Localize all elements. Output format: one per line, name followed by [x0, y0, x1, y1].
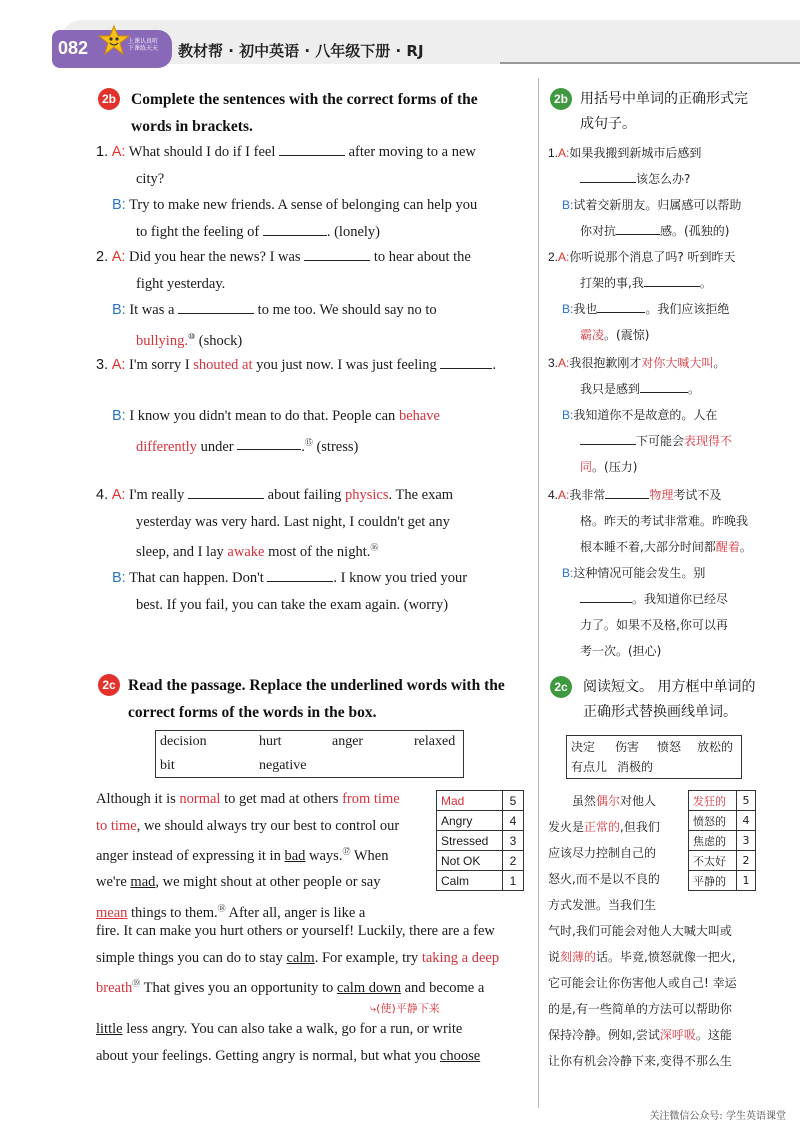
mood-score: 2 — [737, 851, 756, 871]
speaker-a: A: — [111, 249, 126, 265]
sentence-text: 。 — [713, 356, 726, 370]
mood-label: Stressed — [437, 831, 503, 851]
highlighted-phrase: 正常的 — [584, 820, 621, 834]
passage-text: we're — [96, 874, 127, 891]
sentence-text: city? — [136, 170, 165, 187]
sentence-text: 这种情况可能会发生。别 — [573, 566, 706, 580]
sentence-text: It was a — [129, 302, 175, 318]
sentence-text: 我只是感到 — [580, 382, 641, 396]
mood-label: Not OK — [437, 851, 503, 871]
mood-label: 平静的 — [689, 871, 737, 891]
logo-subtext — [128, 38, 164, 52]
item-number: 1. — [96, 144, 109, 160]
sentence-text: 。(震惊) — [604, 328, 650, 342]
word-box-item: 决定 — [571, 740, 596, 754]
word-box-cn — [566, 735, 742, 779]
answer-blank[interactable] — [188, 484, 264, 499]
table-row — [437, 811, 524, 831]
mood-label: 焦虑的 — [689, 831, 737, 851]
note-marker: ⑲ — [132, 979, 141, 988]
table-row — [437, 831, 524, 851]
mood-score: 4 — [737, 811, 756, 831]
answer-blank[interactable] — [263, 221, 327, 236]
sentence-text: . (lonely) — [326, 223, 380, 240]
heading-line: words in brackets. — [131, 118, 253, 135]
passage-text: ,但我们 — [620, 820, 660, 834]
mood-label: 发狂的 — [689, 791, 737, 811]
exercise-item-4 — [96, 482, 528, 618]
passage-text: 的是,有一些简单的方法可以帮助你 — [548, 1002, 732, 1016]
highlighted-phrase: to time — [96, 817, 137, 834]
sentence-text: 试着交新朋友。归属感可以帮助 — [573, 198, 742, 212]
sentence-text: most of the night. — [268, 543, 371, 560]
mood-score: 3 — [503, 831, 524, 851]
book-title: 教材帮 · 初中英语 · 八年级下册 · RJ — [178, 42, 424, 60]
sentence-text: . The exam — [388, 487, 454, 503]
page-number: 082 — [58, 38, 89, 58]
heading-line: Complete the sentences with the correct forms of the — [131, 91, 478, 108]
sentence-text: 考试不及 — [673, 488, 722, 502]
passage-text: 气时,我们可能会对他人大喊大叫或 — [548, 924, 732, 938]
sentence-text: sleep, and I lay — [136, 543, 224, 560]
passage-text: After all, anger is like a — [228, 904, 366, 921]
mood-score: 2 — [503, 851, 524, 871]
answer-blank[interactable] — [644, 272, 700, 287]
logo-subtext-line: 上课认真听 — [128, 38, 159, 45]
answer-blank[interactable] — [279, 141, 345, 156]
passage-text: ways. — [309, 847, 343, 864]
sentence-text: 。我知道你已经尽 — [632, 592, 729, 606]
sentence-text: (shock) — [198, 332, 243, 349]
highlighted-phrase: differently — [136, 438, 197, 455]
section-badge-2c-cn: 2c — [550, 676, 572, 698]
mood-score: 1 — [503, 871, 524, 891]
table-row — [689, 851, 756, 871]
highlighted-phrase: 偶尔 — [596, 794, 621, 808]
section-heading-2b-cn — [580, 87, 780, 137]
passage-text: 发火是 — [548, 820, 585, 834]
passage-text: anger instead of expressing it in — [96, 847, 281, 864]
answer-blank[interactable] — [178, 299, 254, 314]
highlighted-phrase: breath — [96, 979, 133, 996]
arrow-icon: ⤷ — [370, 1002, 377, 1015]
heading-line: 成句子。 — [580, 116, 636, 132]
speaker-a: A: — [111, 357, 126, 373]
speaker-b: B: — [112, 197, 126, 213]
table-row — [437, 871, 524, 891]
answer-blank[interactable] — [580, 168, 636, 183]
highlighted-phrase: 刻薄的 — [560, 950, 597, 964]
translation-item-1 — [548, 140, 788, 244]
mood-score: 5 — [503, 791, 524, 811]
highlighted-phrase: normal — [179, 791, 221, 807]
passage-text: That gives you an opportunity to — [143, 979, 334, 996]
sentence-text: I know you didn't mean to do that. People can — [129, 408, 396, 424]
answer-blank[interactable] — [267, 567, 333, 582]
item-number: 4. — [96, 487, 109, 503]
speaker-b: B: — [112, 302, 126, 318]
passage-cn-part-2 — [548, 918, 788, 1074]
highlighted-phrase: 深呼吸 — [659, 1028, 696, 1042]
sentence-text: 。我们应该拒绝 — [645, 302, 730, 316]
section-heading-2c-cn — [583, 675, 793, 725]
sentence-text: 我很抱歉刚才 — [569, 356, 642, 370]
word-box-item: decision — [160, 734, 207, 749]
sentence-text: 你听说那个消息了吗? 听到昨天 — [569, 250, 736, 264]
speaker-a: A: — [111, 144, 126, 160]
heading-line: 正确形式替换画线单词。 — [583, 704, 737, 720]
sentence-text: 我知道你不是故意的。人在 — [573, 408, 718, 422]
passage-text: less angry. You can also take a walk, go for a run, or write — [126, 1021, 463, 1037]
passage-text: about your feelings. Getting angry is normal, but what you — [96, 1047, 437, 1064]
speaker-a: A: — [558, 250, 570, 264]
passage-part-3 — [96, 1016, 528, 1069]
logo-subtext-line: 下课练天天 — [128, 45, 159, 52]
passage-text: , we should always try our best to control our — [136, 817, 400, 834]
mood-score: 1 — [737, 871, 756, 891]
sentence-text: under — [200, 438, 234, 455]
sentence-text: . — [301, 438, 305, 455]
answer-blank[interactable] — [616, 220, 660, 235]
sentence-text: I'm sorry I — [129, 357, 190, 373]
sentence-text: Try to make new friends. A sense of belonging can help you — [129, 197, 478, 213]
item-number: 1. — [548, 146, 559, 160]
sentence-text: to hear about the — [373, 249, 471, 265]
item-number: 2. — [96, 249, 109, 265]
table-row — [689, 791, 756, 811]
answer-blank[interactable] — [580, 430, 636, 445]
underlined-word: bad — [284, 847, 306, 864]
word-box-item: hurt — [259, 734, 282, 749]
speaker-a: A: — [558, 488, 570, 502]
sentence-text: 打架的事,我 — [580, 276, 644, 290]
sentence-text: (stress) — [316, 438, 359, 455]
underlined-word: little — [96, 1021, 123, 1037]
passage-text: 它可能会让你伤害他人或自己! 幸运 — [548, 976, 737, 990]
exercise-item-3-response — [96, 403, 528, 460]
passage-text: 应该尽力控制自己的 — [548, 846, 657, 860]
item-number: 4. — [548, 488, 559, 502]
sentence-text: 我非常 — [569, 488, 606, 502]
table-row — [689, 831, 756, 851]
mood-score: 4 — [503, 811, 524, 831]
passage-text: When — [353, 847, 389, 864]
passage-text: simple things you can do to stay — [96, 949, 283, 966]
highlighted-phrase: 对你大喊大叫 — [641, 356, 714, 370]
sentence-text: you just now. I was just feeling — [256, 357, 437, 373]
passage-text: fire. It can make you hurt others or yourself! Luckily, there are a few — [96, 923, 495, 939]
mood-scale-table — [436, 790, 524, 891]
table-row — [689, 811, 756, 831]
speaker-a: A: — [558, 356, 570, 370]
passage-text: 说 — [548, 950, 561, 964]
sentence-text: I'm really — [129, 487, 185, 503]
passage-part-1 — [96, 786, 430, 926]
underlined-word: mad — [130, 874, 156, 891]
sentence-text: to fight the feeling of — [136, 223, 260, 240]
answer-blank[interactable] — [605, 484, 649, 499]
sentence-text: 如果我搬到新城市后感到 — [569, 146, 702, 160]
sentence-text: That can happen. Don't — [129, 570, 264, 587]
passage-text: 虽然 — [572, 794, 597, 808]
highlighted-phrase: awake — [227, 543, 265, 560]
passage-text: 。这能 — [695, 1028, 732, 1042]
word-box-item: 消极的 — [617, 760, 654, 774]
table-row — [437, 791, 524, 811]
sentence-text: 。 — [699, 276, 712, 290]
sentence-text: to me too. We should say no to — [257, 302, 437, 318]
header-rule — [500, 62, 800, 64]
note-marker: ⑰ — [342, 847, 351, 856]
passage-text: things to them. — [131, 904, 218, 921]
answer-blank[interactable] — [237, 435, 301, 450]
sentence-text: Did you hear the news? I was — [129, 249, 301, 265]
mood-label: Angry — [437, 811, 503, 831]
gloss-text: (使)平静下来 — [376, 1002, 440, 1015]
passage-text: 保持冷静。例如,尝试 — [548, 1028, 660, 1042]
passage-text: 方式发泄。当我们生 — [548, 898, 657, 912]
sentence-text: 根本睡不着,大部分时间都 — [580, 540, 716, 554]
sentence-text: 。(压力) — [592, 460, 638, 474]
sentence-text: fight yesterday. — [136, 275, 226, 292]
underlined-word: mean — [96, 904, 128, 921]
item-number: 3. — [96, 357, 109, 373]
sentence-text: 力了。如果不及格,你可以再 — [580, 618, 728, 632]
sentence-text: . I know you tried your — [333, 570, 468, 587]
section-heading-2b — [131, 86, 526, 140]
sentence-text: 我也 — [573, 302, 598, 316]
underlined-word: choose — [439, 1047, 481, 1064]
speaker-b: B: — [562, 408, 574, 422]
translation-item-3 — [548, 350, 788, 480]
highlighted-phrase: shouted at — [193, 357, 253, 373]
sentence-text: 下可能会 — [636, 434, 685, 448]
word-box-item: 有点儿 — [571, 760, 608, 774]
passage-cn-part-1 — [548, 788, 684, 918]
highlighted-phrase: from time — [342, 791, 400, 807]
answer-blank[interactable] — [440, 354, 492, 369]
word-box-item: bit — [160, 758, 175, 773]
word-box-item: anger — [332, 734, 364, 749]
exercise-item-2 — [96, 244, 528, 354]
passage-text: Although it is — [96, 791, 176, 807]
highlighted-phrase: bullying. — [136, 332, 188, 349]
sentence-text: 格。昨天的考试非常难。昨晚我 — [580, 514, 749, 528]
mood-label: 愤怒的 — [689, 811, 737, 831]
note-marker: ⑱ — [217, 903, 226, 913]
speaker-a: A: — [558, 146, 570, 160]
page-header — [0, 0, 800, 72]
exercise-item-1 — [96, 139, 528, 245]
highlighted-phrase: 表现得不 — [684, 434, 733, 448]
star-logo-icon — [98, 24, 130, 56]
word-box — [155, 730, 464, 778]
mood-label: Mad — [437, 791, 503, 811]
mood-label: Calm — [437, 871, 503, 891]
note-marker: ⑩ — [187, 331, 196, 341]
section-badge-2b-cn: 2b — [550, 88, 572, 110]
heading-line: Read the passage. Replace the underlined words with the — [128, 677, 505, 694]
heading-line: 阅读短文。 用方框中单词的 — [583, 679, 756, 695]
mood-score: 5 — [737, 791, 756, 811]
passage-text: and become a — [404, 979, 485, 996]
mood-label: 不太好 — [689, 851, 737, 871]
answer-blank[interactable] — [580, 588, 632, 603]
sentence-text: 。 — [739, 540, 752, 554]
answer-blank[interactable] — [597, 298, 645, 313]
sentence-text: . — [492, 357, 497, 373]
sentence-text: best. If you fail, you can take the exam again. (worry) — [136, 596, 449, 613]
item-number: 2. — [548, 250, 559, 264]
speaker-b: B: — [562, 198, 574, 212]
highlighted-phrase: 同 — [580, 460, 593, 474]
answer-blank[interactable] — [304, 246, 370, 261]
highlighted-phrase: physics — [344, 487, 389, 503]
speaker-b: B: — [562, 302, 574, 316]
note-marker: ⑯ — [370, 543, 379, 552]
word-box-item: 愤怒 — [657, 740, 682, 754]
highlighted-phrase: 霸凌 — [580, 328, 605, 342]
table-row — [437, 851, 524, 871]
highlighted-phrase: 醒着 — [715, 540, 740, 554]
section-badge-2b: 2b — [98, 88, 120, 110]
passage-text: to get mad at others — [224, 791, 339, 807]
sentence-text: 考一次。(担心) — [580, 644, 662, 658]
item-number: 3. — [548, 356, 559, 370]
highlighted-phrase: 物理 — [649, 488, 674, 502]
word-box-item: 伤害 — [615, 740, 640, 754]
translation-item-2 — [548, 244, 788, 348]
table-row — [689, 871, 756, 891]
mood-score: 3 — [737, 831, 756, 851]
speaker-b: B: — [112, 570, 126, 587]
passage-part-2 — [96, 918, 528, 1001]
column-divider — [538, 78, 539, 1108]
phrase-gloss-note — [370, 1000, 440, 1016]
highlighted-phrase: behave — [398, 408, 440, 424]
mood-scale-table-cn — [688, 790, 756, 891]
sentence-text: yesterday was very hard. Last night, I couldn't get any — [136, 513, 450, 530]
note-marker: ⑮ — [304, 437, 313, 447]
section-badge-2c: 2c — [98, 674, 120, 696]
passage-text: 让你有机会冷静下来,变得不那么生 — [548, 1054, 732, 1068]
word-box-item: relaxed — [414, 734, 456, 749]
word-box-item: negative — [259, 758, 307, 773]
speaker-b: B: — [112, 408, 126, 424]
heading-line: correct forms of the words in the box. — [128, 704, 377, 721]
passage-text: . For example, try — [314, 949, 419, 966]
passage-text: , we might shout at other people or say — [155, 874, 381, 891]
speaker-b: B: — [562, 566, 574, 580]
passage-text: 话。毕竟,愤怒就像一把火, — [596, 950, 736, 964]
sentence-text: 你对抗 — [580, 224, 617, 238]
passage-text: 对他人 — [620, 794, 657, 808]
sentence-text: 感。(孤独的) — [660, 224, 730, 238]
sentence-text: What should I do if I feel — [128, 144, 276, 160]
underlined-word: calm down — [336, 979, 401, 996]
footer-note: 关注微信公众号: 学生英语课堂 — [649, 1111, 786, 1122]
word-box-item: 放松的 — [697, 740, 734, 754]
sentence-text: after moving to a new — [348, 144, 476, 160]
sentence-text: 该怎么办? — [636, 172, 691, 186]
sentence-text: about failing — [267, 487, 342, 503]
heading-line: 用括号中单词的正确形式完 — [580, 91, 748, 107]
answer-blank[interactable] — [640, 378, 688, 393]
translation-item-4 — [548, 482, 788, 664]
speaker-a: A: — [111, 487, 126, 503]
exercise-item-3 — [96, 352, 528, 379]
section-heading-2c — [128, 672, 528, 726]
passage-text: 怒火,而不是以不良的 — [548, 872, 660, 886]
highlighted-phrase: taking a deep — [421, 949, 500, 966]
underlined-word: calm — [286, 949, 315, 966]
sentence-text: 。 — [688, 382, 701, 396]
